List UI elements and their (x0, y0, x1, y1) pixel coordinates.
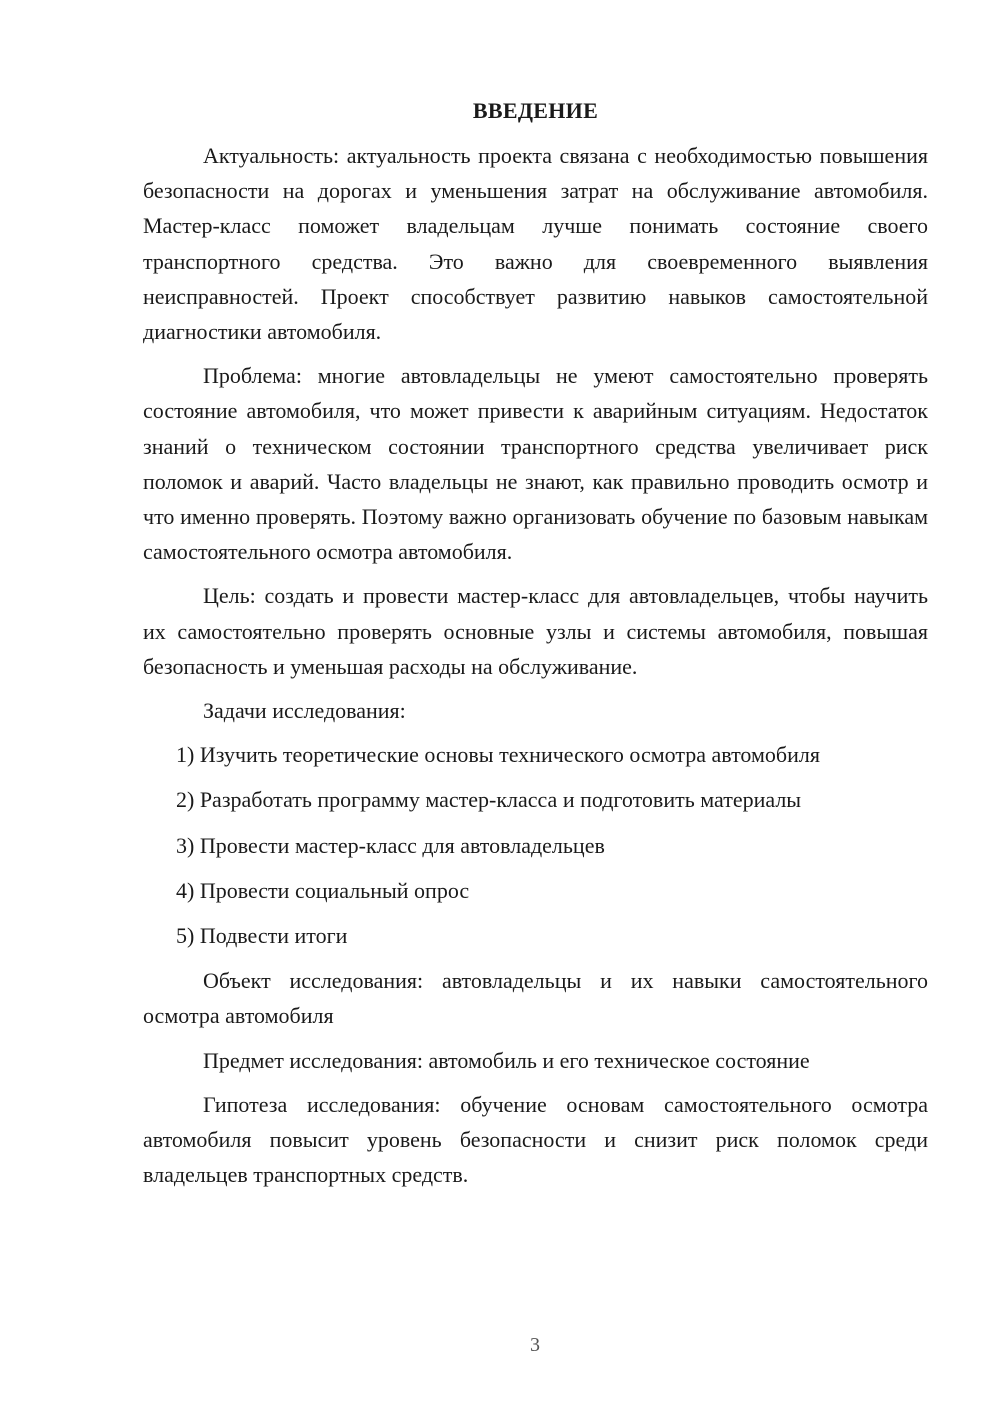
list-item: 2) Разработать программу мастер-класса и подготовить материалы (176, 787, 802, 813)
page-title: ВВЕДЕНИЕ (472, 98, 599, 123)
list-item: 4) Провести социальный опрос (176, 877, 470, 903)
relevance-paragraph: Актуальность: актуальность проекта связана с необходимостью повышения безопасности на дорогах и уменьшения затрат на обслуживание автомобиля. Мастер-класс поможет владельцам лучше понимать состояние своего транспортного средства. Это важно для своевременного выявления неисправностей. Проект способствует развитию навыков самостоятельной диагностики автомобиля. (143, 143, 928, 345)
problem-paragraph: Проблема: многие автовладельцы не умеют самостоятельно проверять состояние автомобиля, что может привести к аварийным ситуациям. Недостаток знаний о техническом состоянии транспортного средства увеличивает риск поломок и аварий. Часто владельцы не знают, как правильно проводить осмотр и что именно проверять. Поэтому важно организовать обучение по базовым навыкам самостоятельного осмотра автомобиля. (143, 363, 928, 565)
subject-paragraph: Предмет исследования: автомобиль и его техническое состояние (203, 1047, 810, 1073)
list-item: 5) Подвести итоги (176, 923, 348, 949)
object-paragraph: Объект исследования: автовладельцы и их навыки самостоятельного осмотра автомобиля (143, 968, 928, 1029)
goal-paragraph: Цель: создать и провести мастер-класс для автовладельцев, чтобы научить их самостоятельно проверять основные узлы и системы автомобиля, повышая безопасность и уменьшая расходы на обслуживание. (143, 583, 928, 679)
document-page (143, 96, 928, 1201)
page-number: 3 (530, 1334, 540, 1356)
tasks-list (143, 737, 928, 953)
list-item: 1) Изучить теоретические основы технического осмотра автомобиля (176, 742, 820, 768)
hypothesis-paragraph: Гипотеза исследования: обучение основам самостоятельного осмотра автомобиля повысит уровень безопасности и снизит риск поломок среди владельцев транспортных средств. (143, 1091, 928, 1188)
tasks-heading: Задачи исследования: (203, 698, 406, 724)
list-item: 3) Провести мастер-класс для автовладельцев (176, 832, 605, 858)
